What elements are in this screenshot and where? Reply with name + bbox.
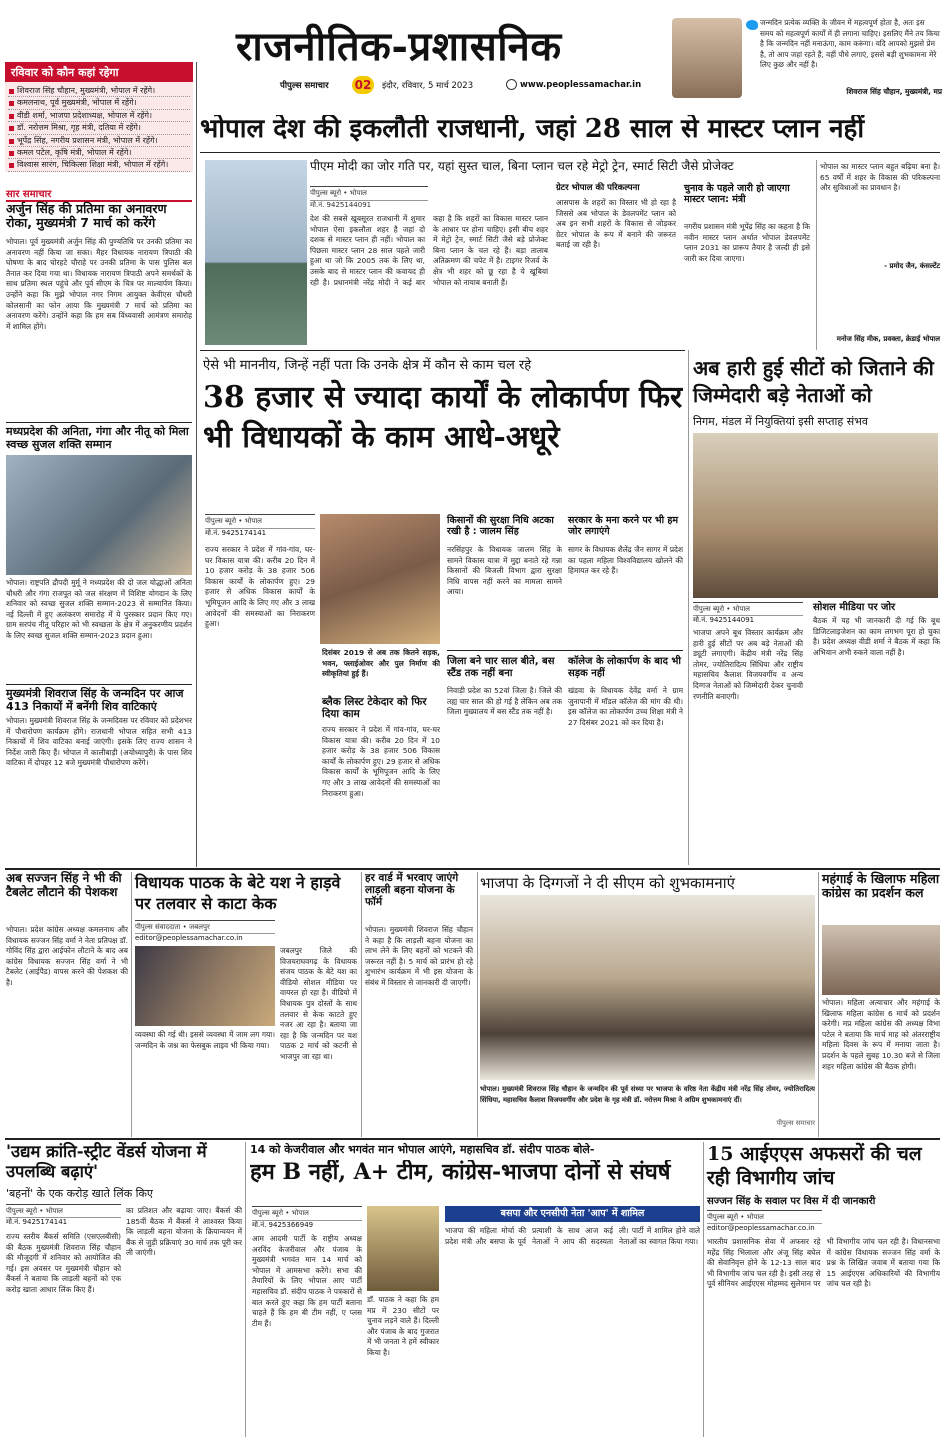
list-item: शिवराज सिंह चौहान, मुख्यमंत्री, भोपाल में रहेंगे। [8,85,190,97]
aap-band: बसपा और एनसीपी नेता 'आप' में शामिल [445,1206,700,1222]
udyam-body-2: का प्रतिशत और बढ़ाया जाए। बैंकर्स की 185वीं बैठक में बैंकर्स ने आश्वस्त किया कि लाड़ली बहना योजना के क्रियान्वयन में बैंक से जुड़ी प्रक्रियाएं 30 मार्च तक पूरी कर ली जाएंगी। [126,1206,242,1258]
mla-photo [320,514,440,644]
cm-portrait [672,18,742,98]
section-title: राजनीतिक-प्रशासनिक [236,23,562,70]
mla-body: राज्य सरकार ने प्रदेश में गांव-गांव, घर-घर विकास यात्रा की। करीब 20 दिन में 10 हजार करोड़ के 38 हजार 506 विकास कार्यों के लोकार्पण हुए। 29 हजार से अधिक विकास कार्यों के भूमिपूजन आदि के लिए गए और 3 लाख आवेदनों की समस्याओं का निराकरण हुआ। [205,545,315,629]
lead-headline: भोपाल देश की इकलौती राजधानी, जहां 28 साल से मास्टर प्लान नहीं [200,115,865,144]
pathak-headline: विधायक पाठक के बेटे यश ने हाड़वे पर तलवार से काटा केक [135,873,341,913]
page-number: 02 [352,76,374,94]
twitter-icon [746,20,758,30]
udyam-subheadline: 'बहनों' के एक करोड़ खाते लिंक किए [6,1187,154,1200]
paper-name: पीपुल्स समाचार [280,81,329,91]
district-body: निवाड़ी प्रदेश का 52वां जिला है। जिले की तह्य चार साल की हो गई है लेकिन अब तक जिला मुख्यालय में बस स्टैंड तक नहीं है। [447,686,562,717]
mla-caption: दिसंबर 2019 से अब तक कितने सड़क, भवन, फ्लाईओवर और पुल निर्माण की स्वीकृतियां हुई हैं। [322,648,440,679]
greater-body: आसपास के शहरों का विस्तार भी हो रहा है जिससे अब भोपाल के डेवलपमेंट प्लान को अब इन सभी शहरों के विकास से जोड़कर ग्रेटर भोपाल के रूप में बनाने की जरूरत बताई जा रही है। [556,198,676,250]
aap-body-3: भाजपा की महिला मोर्चा की प्रदेश मंत्री और बसपा के पूर्व प्रत्याशी के साथ आज कई नेताओं ने आप की सदस्यता ली। पार्टी में शामिल होने वाले नेताओं का स्वागत किया गया। [445,1226,700,1246]
greet-credit: पीपुल्स समाचार [776,1119,815,1127]
ias-body: भारतीय प्रशासनिक सेवा में अफसर रहे महेंद्र सिंह भिलाला और अंजू सिंह बघेल की सेवानिवृत्त होने के 12-13 साल बाद भी विभागीय जांच चल रही है। इसी तरह से पूर्व सीनियर आईएएस मोहम्मद सुलेमान पर भी विभागीय जांच चल रही है। विधानसभा में कांग्रेस विधायक सज्जन सिंह वर्मा के प्रश्न के लिखित जवाब में बताया गया कि 15 आईएएस अधिकारियों की विभागीय जांच चल रही है। [707,1237,940,1289]
ias-email[interactable]: editor@peoplessamachar.co.in [707,1223,822,1232]
minister-headline: चुनाव के पहले जारी हो जाएगा मास्टर प्लान: मंत्री [684,183,790,205]
mahila-headline: महंगाई के खिलाफ महिला कांग्रेस का प्रदर्शन कल [822,871,940,901]
list-item: विश्वास सारंग, चिकित्सा शिक्षा मंत्री, भोपाल में रहेंगे। [8,159,190,171]
aap-phone: मो.नं. 9425366949 [252,1220,362,1230]
college-headline: कॉलेज के लोकार्पण के बाद भी सड़क नहीं [568,656,682,679]
pathak-byline: पीपुल्स संवाददाता • जबलपुर [135,920,275,932]
quote-author: शिवराज सिंह चौहान, मुख्यमंत्री, मप्र [846,87,942,96]
expert-quote: भोपाल का मास्टर प्लान बहुत बढ़िया बना है। 65 वर्षों में शहर के विकास की परिकल्पना और सुविधाओं का प्रावधान है। [820,162,940,193]
lost-body: भाजपा अपने बूथ विस्तार कार्यक्रम और हारी हुई सीटों पर अब बड़े नेताओं की ड्यूटी लगाएगी। केंद्रीय मंत्री नरेंद्र सिंह तोमर, ज्योतिरादित्य सिंधिया और राष्ट्रीय महासचिव कैलाश विजयवर्गीय व अन्य दिग्गज नेताओं को जिम्मेदारी देकर चुनावी रणनीति बनाएगी। [693,628,803,701]
quote-text: जन्मदिन प्रत्येक व्यक्ति के जीवन में महत्वपूर्ण होता है, अतः इस समय को महत्वपूर्ण कार्यों में ही लगाना चाहिए। इसलिए मैंने तय किया है कि जन्मदिन नहीं मनाऊंगा, काम करूंगा। यदि आपको मुझसे प्रेम है, तो आप जहां रहते हैं, वहीं पौधे लगाएं, इससे बड़ी शुभकामना मेरे लिए कुछ और नहीं है। [760,18,940,69]
blacklist-headline: ब्लैक लिस्ट टेकेदार को फिर दिया काम [322,696,427,721]
greet-headline: भाजपा के दिग्गजों ने दी सीएम को शुभकामनाएं [480,874,735,892]
ladli-headline: हर वार्ड में भरवाए जाएंगे लाड़ली बहना योजना के फॉर्म [365,872,459,909]
mla-headline: 38 हजार से ज्यादा कार्यों के लोकार्पण फिर भी विधायकों के काम आधे-अधूरे [203,380,683,455]
list-item: कमलनाथ, पूर्व मुख्यमंत्री, भोपाल में रहेंगे। [8,97,190,109]
ias-headline: 15 आईएएस अफसरों की चल रही विभागीय जांच [707,1143,922,1189]
lost-headline: अब हारी हुई सीटों को जिताने की जिम्मेदारी बड़े नेताओं को [693,356,934,407]
mahila-portrait [822,925,940,995]
ladli-body: भोपाल। मुख्यमंत्री शिवराज सिंह चौहान ने कहा है कि लाड़ली बहना योजना का लाभ लेने के लिए बहनों को भटकने की जरूरत नहीं है। 5 मार्च को प्रारंभ हो रहे शुभारंभ कार्यक्रम में भी इस योजना के संबंध में विस्तार से जानकारी दी जाएगी। [365,925,473,987]
udyam-headline: 'उद्यम क्रांति-स्ट्रीट वेंडर्स योजना में उपलब्धि बढ़ाएं' [6,1142,207,1181]
lost-phone: मो.नं. 9425144091 [693,615,803,625]
globe-icon [506,79,517,90]
udyam-body: राज्य स्तरीय बैंकर्स समिति (एसएलबीसी) की बैठक मुख्यमंत्री शिवराज सिंह चौहान की मौजूदगी में शनिवार को आयोजित की गई। इस अवसर पर मुख्यमंत्री चौहान को बैंकर्स ने बताया कि लाड़ली बहनों को एक करोड़ खाता आधार लिंक किए हैं। [6,1232,121,1294]
pathak-email[interactable]: editor@peoplessamachar.co.in [135,933,275,942]
lost-byline: पीपुल्स ब्यूरो • भोपाल [693,602,803,614]
lead-body: देश की सबसे खूबसूरत राजधानी में शुमार भोपाल ऐसा इकलौता शहर है जहां दो दशक से मास्टर प्लान ही नहीं। भोपाल का पिछला मास्टर प्लान 28 साल पहले जारी हुआ था जो कि 2005 तक के लिए था, उसके बाद से मास्टर प्लान की कवायद ही रही है। प्रधानमंत्री नरेंद्र मोदी ने कई बार कहा है कि शहरों का विकास मास्टर प्लान के आधार पर होना चाहिए। इसी बीच शहर में मेट्रो ट्रेन, स्मार्ट सिटी जैसे बड़े प्रोजेक्ट बिना प्लान के चल रहे हैं। बड़ा तालाब अतिक्रमण की चपेट में है। टाइगर रिजर्व के क्षेत्र भी शहर को छू रहा है ये खूबियां भोपाल को नायाब बनाती हैं। [310,214,548,287]
aap-body-2: डॉ. पाठक ने कहा कि हम मप्र में 230 सीटों पर चुनाव लड़ने वाले हैं। दिल्ली और पंजाब के बाद गुजरात में भी जनता ने हमें स्वीकार किया है। [367,1295,439,1357]
list-item: डॉ. नरोत्तम मिश्रा, गृह मंत्री, दतिया में रहेंगे। [8,122,190,134]
social-headline: सोशल मीडिया पर जोर [813,602,896,613]
lead-phone: मो.नं. 9425144091 [310,200,428,210]
aap-byline: पीपुल्स ब्यूरो • भोपाल [252,1206,362,1218]
gov-headline: सरकार के मना करने पर भी हम जोर लगाएंगे [568,515,679,537]
lost-subheadline: निगम, मंडल में नियुक्तियां इसी सप्ताह संभव [693,415,869,428]
where-box [5,62,193,180]
aap-body: आम आदमी पार्टी के राष्ट्रीय अध्यक्ष अरविंद केजरीवाल और पंजाब के मुख्यमंत्री भगवंत मान 14 मार्च को भोपाल में आमसभा करेंगे। सभा की तैयारियों के लिए भोपाल आए पार्टी महासचिव डॉ. संदीप पाठक ने पत्रकारों से बात करते हुए कहा कि हम पार्टी बताना चाहते हैं कि हम बी टीम नहीं, ए प्लस टीम हैं। [252,1234,362,1328]
college-body: खंडवा के विधायक देवेंद्र वर्मा ने ग्राम जुनापानी में मॉडल कॉलेज की मांग की थी। इस कॉलेज का लोकार्पण उच्च शिक्षा मंत्री ने 27 दिसंबर 2021 को कर दिया है। [568,686,683,727]
udyam-byline: पीपुल्स ब्यूरो • भोपाल [6,1204,121,1216]
saar-tag: सार समाचार [6,186,192,202]
minister-body: नगरीय प्रशासन मंत्री भूपेंद्र सिंह का कहना है कि नवीन मास्टर प्लान अर्थात भोपाल डेवलपमेंट प्लान 2031 का प्रारूप तैयार है जल्दी ही इसे जारी कर दिया जाएगा। [684,222,810,263]
mla-kicker: ऐसे भी माननीय, जिन्हें नहीं पता कि उनके क्षेत्र में कौन से काम चल रहे [203,358,532,373]
farmers-body: नरसिंहपुर के विधायक जालम सिंह के सामने विकास यात्रा में मुद्दा बनाते रहे गन्ना किसानों की बिजली विभाग द्वारा सुरक्षा निधि वापस नहीं करने का मामला सामने आया। [447,545,562,597]
website-link[interactable]: www.peoplessamachar.in [520,80,642,90]
saar-body-2: भोपाल। राष्ट्रपति द्रौपदी मुर्मू ने मध्यप्रदेश की दो जल योद्धाओं अनिता चौधरी और गंगा राजपूत को जल संरक्षण में विशिष्ट योगदान के लिए शनिवार को स्वच्छ सुजल शक्ति सम्मान-2023 से सम्मानित किया। नई दिल्ली में हुए अलंकरण समारोह में ये पुरस्कार प्रदान किए गए। ग्राम सरपंच नीतू परिहार को भी स्वच्छता के क्षेत्र में अनुकरणीय प्रदर्शन के लिए स्वच्छ सुजल शक्ति सम्मान-2023 प्रदान हुआ। [6,578,192,640]
social-body: बैठक में यह भी जानकारी दी गई कि बूथ डिजिटलाइजेशन का काम लगभग पूरा हो चुका है। प्रदेश अध्यक्ष वीडी शर्मा ने बैठक में कहा कि अभियान अभी रुकने वाला नहीं है। [813,616,940,657]
where-title: रविवार को कौन कहां रहेगा [5,62,193,82]
pathak-body-2: व्यवस्था की गई थी। इससे व्यवस्था में जाम लग गया। जन्मदिन के जश्न का फेसबुक लाइव भी किया गया। [135,1030,275,1050]
mahila-body: भोपाल। महिला अत्याचार और महंगाई के खिलाफ महिला कांग्रेस 6 मार्च को प्रदर्शन करेगी। मप्र महिला कांग्रेस की अध्यक्ष विभा पटेल ने बताया कि मार्च माह को अंतरराष्ट्रीय महिला दिवस के रूप में मनाया जाता है। प्रदर्शन के पहले सुबह 10.30 बजे से जिला शहर महिला कांग्रेस की बैठक होगी। [822,998,940,1071]
mla-phone: मो.नं. 9425174141 [205,528,315,538]
ias-subheadline: सज्जन सिंह के सवाल पर विस में दी जानकारी [707,1196,876,1207]
lead-byline: पीपुल्स ब्यूरो • भोपाल [310,186,428,198]
dateline: इंदौर, रविवार, 5 मार्च 2023 [382,81,474,91]
expert-byline-2: मनोज सिंह मीक, प्रवक्ता, क्रेडाई भोपाल [836,335,940,343]
lead-subheadline: पीएम मोदी का जोर गति पर, यहां सुस्त चाल, बिना प्लान चल रहे मेट्रो ट्रेन, स्मार्ट सिटी जैसे प्रोजेक्ट [310,159,734,173]
mla-byline: पीपुल्स ब्यूरो • भोपाल [205,514,315,526]
district-headline: जिला बने चार साल बीते, बस स्टैंड तक नहीं बना [447,656,555,679]
list-item: कमल पटेल, कृषि मंत्री, भोपाल में रहेंगे। [8,147,190,159]
mla-body-continued: राज्य सरकार ने प्रदेश में गांव-गांव, घर-घर विकास यात्रा की। करीब 20 दिन में 10 हजार करोड़ के 38 हजार 506 विकास कार्यों के लोकार्पण हुए। 29 हजार से अधिक विकास कार्यों के भूमिपूजन आदि के लिए गए और 3 लाख आवेदनों की समस्याओं का निराकरण हुआ। [322,725,440,798]
saar-headline-3: मुख्यमंत्री शिवराज सिंह के जन्मदिन पर आज 413 निकायों में बनेंगी शिव वाटिकाएं [6,687,184,713]
saar-headline-1: अर्जुन सिंह की प्रतिमा का अनावरण रोका, मुख्यमंत्री 7 मार्च को करेंगे [6,201,167,231]
tablet-body: भोपाल। प्रदेश कांग्रेस अध्यक्ष कमलनाथ और विधायक सज्जन सिंह वर्मा ने नेता प्रतिपक्ष डॉ. गोविंद सिंह द्वारा आईफोन लौटाने के बाद अब कांग्रेस विधायक सज्जन सिंह वर्मा ने भी टैबलेट (आईपैड) वापस करने की पेशकश की है। [6,925,128,987]
aap-photo [367,1206,439,1291]
aap-strap: 14 को केजरीवाल और भगवंत मान भोपाल आएंगे, महासचिव डॉ. संदीप पाठक बोले- [250,1143,595,1156]
saar-body-3: भोपाल। मुख्यमंत्री शिवराज सिंह के जन्मदिवस पर रविवार को प्रदेशभर में पौधारोपण कार्यक्रम होंगे। राजधानी भोपाल सहित सभी 413 निकायों में शिव वाटिका बनाई जाएंगी। इसके लिए राज्य शासन ने निर्देश जारी किए हैं। भोपाल में कालीबाड़ी (अयोध्यापुरी) के पास शिव वाटिका में दोपहर 12 बजे मुख्यमंत्री पौधारोपण करेंगे। [6,716,192,768]
list-item: भूपेंद्र सिंह, नगरीय प्रशासन मंत्री, भोपाल में रहेंगे। [8,135,190,147]
expert-byline-1: - प्रमोद जैन, कंसल्टेंट [884,262,940,270]
tablet-headline: अब सज्जन सिंह ने भी की टैबलेट लौटाने की पेशकश [6,871,122,899]
ias-byline: पीपुल्स ब्यूरो • भोपाल [707,1210,822,1222]
farmers-headline: किसानों की सुरक्षा निधि अटका रखी है : जालम सिंह [447,515,554,537]
saar-headline-2: मध्यप्रदेश की अनिता, गंगा और नीतू को मिला स्वच्छ सुजल शक्ति सम्मान [6,425,189,451]
saar-body-1: भोपाल। पूर्व मुख्यमंत्री अर्जुन सिंह की पुण्यतिथि पर उनकी प्रतिमा का अनावरण नहीं किया जा सका। मैहर विधायक नारायण त्रिपाठी की घोषणा के बाद चोरहटे चौराहे पर उनकी प्रतिमा के पास पुलिस बल तैनात कर दिया गया था। विधायक नारायण त्रिपाठी अपने समर्थकों के साथ प्रतिमा स्थल पहुंचे और पूर्व सीएम के चित्र पर माल्यार्पण किया। उन्होंने कहा कि मुझे भोपाल नगर निगम आयुक्त केवीएस चौधरी कोलसानी का फोन आया कि मुख्यमंत्री 7 मार्च को प्रतिमा का अनावरण करेंगे। उन्होंने कहा कि हम सब विंध्यवासी आमंत्रण समारोह में शामिल होंगे। [6,237,192,331]
award-photo [6,455,192,575]
where-list [5,82,193,172]
aap-headline: हम B नहीं, A+ टीम, कांग्रेस-भाजपा दोनों से संघर्ष [250,1160,671,1185]
bjp-meeting-photo [693,433,938,598]
greet-photo [480,895,815,1080]
greater-headline: ग्रेटर भोपाल की परिकल्पना [556,183,640,193]
statue-photo [205,160,307,345]
pathak-body: जबलपुर जिले की विजयराघवगढ़ के विधायक संजय पाठक के बेटे यश का वीडियो सोशल मीडिया पर वायरल हो रहा है। वीडियो में विधायक पुत्र दोस्तों के साथ तलवार से केक काटते हुए नजर आ रहा है। बताया जा रहा है कि जन्मदिन पर यश पाठक 2 मार्च को कटनी से भाजपुर जा रहा था। [280,946,357,1061]
list-item: वीडी शर्मा, भाजपा प्रदेशाध्यक्ष, भोपाल में रहेंगे। [8,110,190,122]
cake-photo [135,946,275,1026]
udyam-phone: मो.नं. 9425174141 [6,1217,121,1227]
greet-caption: भोपाल। मुख्यमंत्री शिवराज सिंह चौहान के जन्मदिन की पूर्व संध्या पर भाजपा के वरिष्ठ नेता केंद्रीय मंत्री नरेंद्र सिंह तोमर, ज्योतिरादित्य सिंधिया, महासचिव कैलाश विजयवर्गीय और प्रदेश के गृह मंत्री डॉ. नरोत्तम मिश्रा ने अग्रिम शुभकामनाएं दीं। [480,1085,815,1104]
gov-body: सागर के विधायक शैलेंद्र जैन सागर में प्रदेश का पहला महिला विश्वविद्यालय खोलने की हिमायत कर रहे हैं। [568,545,683,576]
